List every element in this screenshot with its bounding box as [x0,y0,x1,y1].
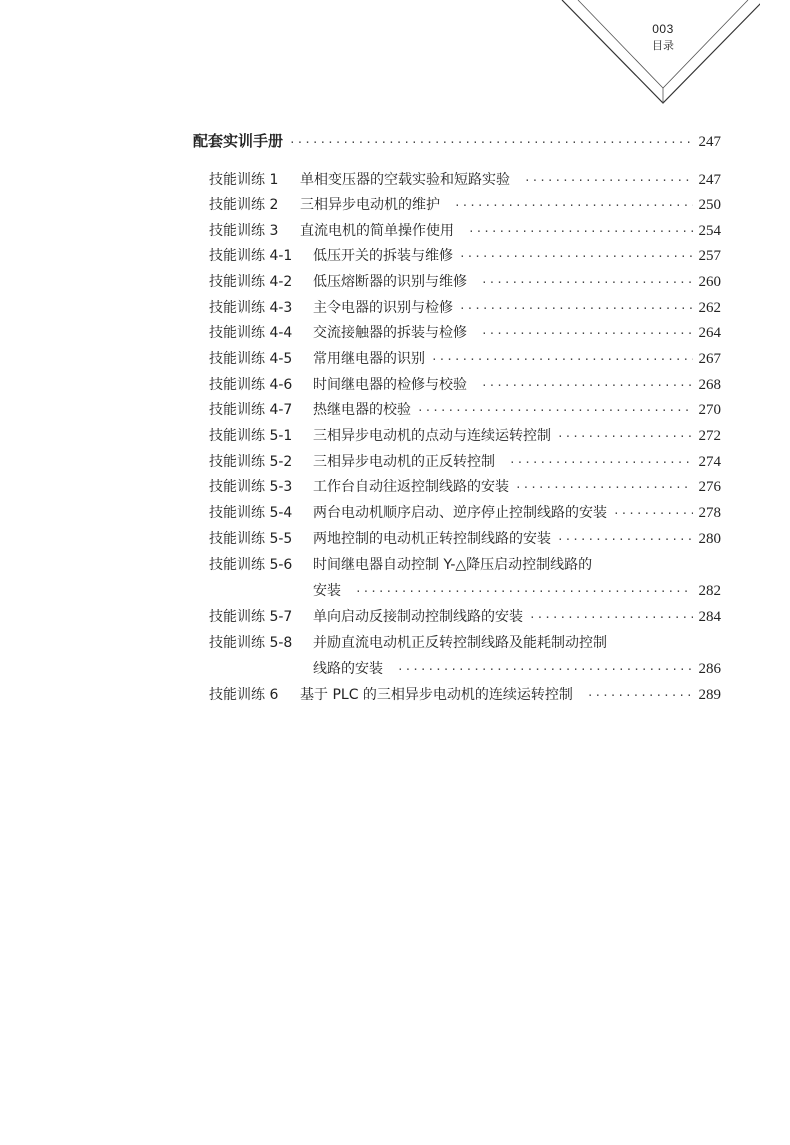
dot-leader [557,427,693,447]
entry-page: 247 [698,172,721,188]
dot-leader [613,504,693,524]
entry-page: 270 [698,402,721,418]
entry-code: 技能训练 4-5 [209,351,293,367]
entry-page: 267 [698,351,721,367]
entry-code: 技能训练 4-7 [209,402,293,418]
entry-page: 264 [698,325,721,341]
entry-code: 技能训练 5-4 [209,505,293,521]
entry-title-continuation: 安装 [313,583,341,599]
dot-leader [587,686,693,706]
entry-title: 三相异步电动机的点动与连续运转控制 [313,428,551,444]
entry-code: 技能训练 6 [209,687,279,703]
entry-code: 技能训练 4-2 [209,274,293,290]
entry-page: 289 [698,687,721,703]
entry-title: 常用继电器的识别 [313,351,425,367]
entry-page: 257 [698,248,721,264]
entry-code: 技能训练 5-8 [209,635,293,651]
entry-page: 280 [698,531,721,547]
page-number: 003 [652,22,674,36]
entry-page: 274 [698,454,721,470]
entry-code: 技能训练 5-6 [209,557,293,573]
entry-page: 282 [698,583,721,599]
entry-page: 286 [698,661,721,677]
toc-entry[interactable] [209,221,721,242]
entry-title: 三相异步电动机的正反转控制 [313,454,495,470]
entry-title: 直流电机的简单操作使用 [300,223,454,239]
entry-code: 技能训练 4-4 [209,325,293,341]
section-title: 配套实训手册 [193,132,284,150]
entry-code: 技能训练 5-1 [209,428,293,444]
dot-leader [355,582,693,602]
entry-title: 工作台自动往返控制线路的安装 [313,479,509,495]
entry-title-continuation: 线路的安装 [313,661,383,677]
entry-title: 热继电器的校验 [313,402,411,418]
toc-entry[interactable] [209,426,721,447]
dot-leader [397,660,693,680]
dot-leader [557,530,693,550]
entry-title: 时间继电器自动控制 Y-△降压启动控制线路的 [313,557,593,573]
entry-title: 并励直流电动机正反转控制线路及能耗制动控制 [313,635,607,651]
entry-title: 两地控制的电动机正转控制线路的安装 [313,531,551,547]
entry-title: 单相变压器的空载实验和短路实验 [300,172,510,188]
entry-page: 262 [698,300,721,316]
entry-page: 276 [698,479,721,495]
entry-title: 三相异步电动机的维护 [300,197,440,213]
toc-entry[interactable] [209,195,721,216]
toc-entry[interactable] [209,272,721,293]
entry-page: 260 [698,274,721,290]
entry-title: 时间继电器的检修与校验 [313,377,467,393]
entry-page: 250 [698,197,721,213]
entry-page: 272 [698,428,721,444]
entry-page: 278 [698,505,721,521]
entry-title: 交流接触器的拆装与检修 [313,325,467,341]
section-row[interactable] [193,131,721,153]
dot-leader [481,273,693,293]
entry-code: 技能训练 5-2 [209,454,293,470]
dot-leader [529,608,693,628]
toc-entry[interactable] [209,452,721,473]
entry-code: 技能训练 5-3 [209,479,293,495]
dot-leader [524,171,693,191]
toc-entry[interactable] [209,503,721,524]
entry-code: 技能训练 5-5 [209,531,293,547]
entry-code: 技能训练 1 [209,172,279,188]
toc-entry[interactable] [209,298,721,319]
entry-page: 268 [698,377,721,393]
dot-leader [481,324,693,344]
toc-entry[interactable] [209,400,721,421]
entry-title: 两台电动机顺序启动、逆序停止控制线路的安装 [313,505,607,521]
dot-leader [459,247,693,267]
dot-leader [289,133,692,153]
entry-title: 低压开关的拆装与维修 [313,248,453,264]
entry-page: 284 [698,609,721,625]
entry-title: 单向启动反接制动控制线路的安装 [313,609,523,625]
dot-leader [431,350,693,370]
entry-title: 主令电器的识别与检修 [313,300,453,316]
toc-entry[interactable] [209,170,721,191]
entry-title: 低压熔断器的识别与维修 [313,274,467,290]
toc-entry-continuation[interactable] [313,581,721,602]
toc-entry-multiline[interactable] [209,633,721,653]
dot-leader [509,453,693,473]
toc-entry-continuation[interactable] [313,659,721,680]
entry-code: 技能训练 4-3 [209,300,293,316]
entry-title: 基于 PLC 的三相异步电动机的连续运转控制 [300,687,573,703]
entry-page: 254 [698,223,721,239]
toc-entry[interactable] [209,375,721,396]
toc-entry[interactable] [209,477,721,498]
entry-code: 技能训练 5-7 [209,609,293,625]
toc-entry[interactable] [209,529,721,550]
entry-code: 技能训练 2 [209,197,279,213]
dot-leader [468,222,693,242]
dot-leader [459,299,693,319]
page-label: 目录 [652,39,674,52]
toc-entry[interactable] [209,323,721,344]
dot-leader [481,376,693,396]
toc-entry[interactable] [209,685,721,706]
toc-entry[interactable] [209,607,721,628]
toc-entry-multiline[interactable] [209,555,721,575]
toc-entry[interactable] [209,246,721,267]
dot-leader [454,196,693,216]
section-page: 247 [698,134,721,150]
entry-code: 技能训练 3 [209,223,279,239]
entry-code: 技能训练 4-6 [209,377,293,393]
dot-leader [515,478,693,498]
toc-entry[interactable] [209,349,721,370]
entry-code: 技能训练 4-1 [209,248,293,264]
dot-leader [417,401,693,421]
